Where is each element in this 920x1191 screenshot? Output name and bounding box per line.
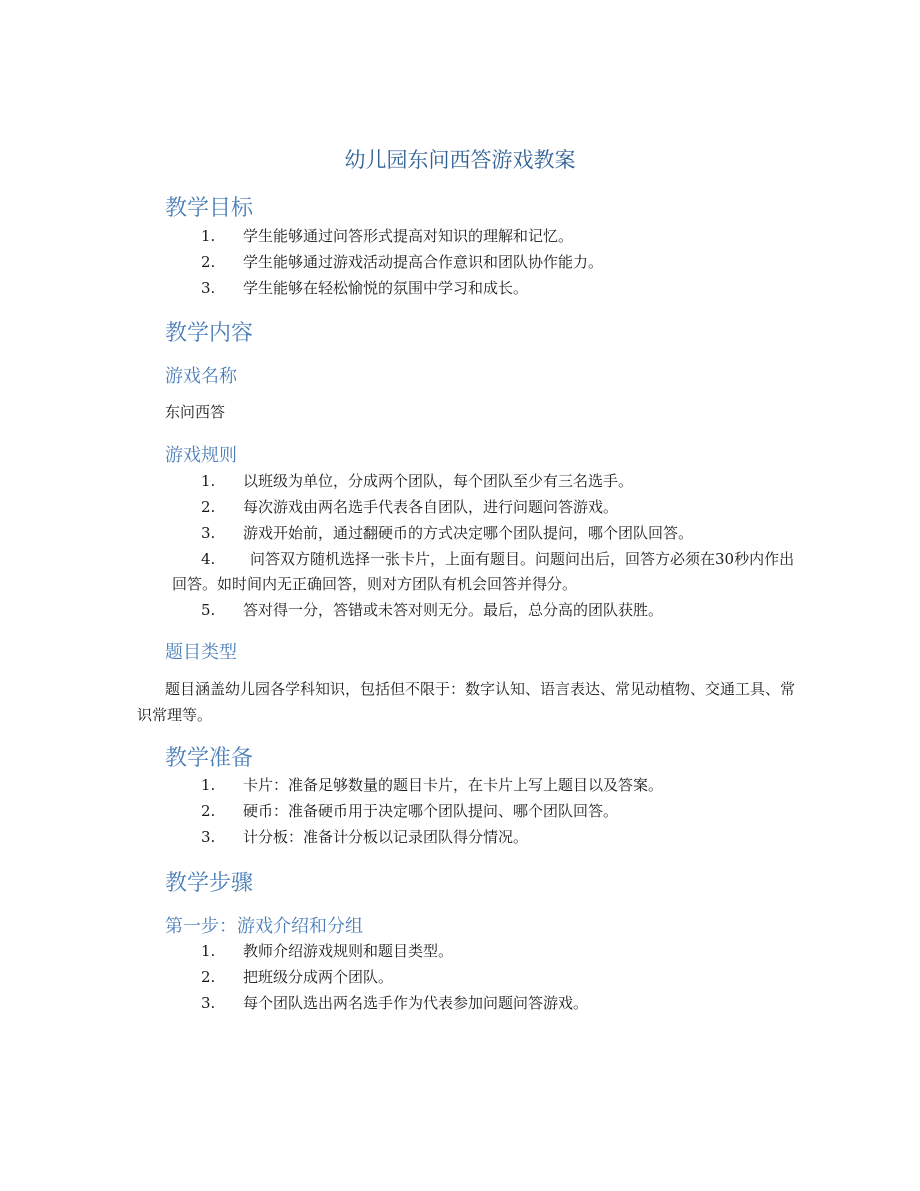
list-text: 以班级为单位，分成两个团队，每个团队至少有三名选手。 (243, 472, 634, 490)
list-text: 卡片：准备足够数量的题目卡片，在卡片上写上题目以及答案。 (243, 776, 664, 794)
list-text: 答对得一分，答错或未答对则无分。最后，总分高的团队获胜。 (243, 601, 664, 619)
list-item (165, 495, 840, 520)
list-item (165, 547, 840, 597)
list-text: 计分板：准备计分板以记录团队得分情况。 (243, 828, 529, 846)
section-heading-steps: 教学步骤 (165, 871, 254, 896)
list-text: 每个团队选出两名选手作为代表参加问题问答游戏。 (243, 994, 589, 1012)
list-number: 5. (201, 601, 216, 619)
subsection-heading-rules: 游戏规则 (165, 445, 237, 466)
subsection-heading-game-name: 游戏名称 (165, 366, 237, 387)
list-item (165, 521, 840, 546)
list-number: 3. (201, 994, 216, 1012)
list-text: 硬币：准备硬币用于决定哪个团队提问、哪个团队回答。 (243, 802, 619, 820)
list-text: 问答双方随机选择一张卡片，上面有题目。问题问出后，回答方必须在30秒内作出回答。如时间内无正确回答，则对方团队有机会回答并得分。 (172, 550, 795, 593)
list-text: 每次游戏由两名选手代表各自团队，进行问题问答游戏。 (243, 498, 619, 516)
list-text: 把班级分成两个团队。 (243, 968, 394, 986)
subsection-heading-step1: 第一步：游戏介绍和分组 (165, 916, 363, 937)
list-number: 1. (201, 942, 216, 960)
list-text: 游戏开始前，通过翻硬币的方式决定哪个团队提问，哪个团队回答。 (243, 524, 694, 542)
list-text: 学生能够通过问答形式提高对知识的理解和记忆。 (243, 227, 574, 245)
list-item (165, 965, 840, 990)
list-item (165, 469, 840, 494)
list-number: 2. (201, 253, 216, 271)
list-item (165, 598, 840, 623)
list-item (165, 276, 840, 301)
list-item (165, 991, 840, 1016)
list-item (165, 773, 840, 798)
section-heading-objectives: 教学目标 (165, 196, 254, 221)
list-number: 3. (201, 828, 216, 846)
list-number: 2. (201, 498, 216, 516)
list-number: 1. (201, 227, 216, 245)
list-number: 2. (201, 968, 216, 986)
game-name-text: 东问西答 (165, 403, 226, 421)
list-number: 3. (201, 279, 216, 297)
subsection-heading-question-types: 题目类型 (165, 642, 237, 663)
list-text: 学生能够通过游戏活动提高合作意识和团队协作能力。 (243, 253, 604, 271)
list-number: 3. (201, 524, 216, 542)
section-heading-content: 教学内容 (165, 321, 254, 346)
list-number: 4. (201, 550, 216, 568)
list-number: 1. (201, 472, 216, 490)
list-text: 学生能够在轻松愉悦的氛围中学习和成长。 (243, 279, 529, 297)
list-item (165, 799, 840, 824)
list-item (165, 939, 840, 964)
list-item (165, 250, 840, 275)
question-types-paragraph: 题目涵盖幼儿园各学科知识，包括但不限于：数字认知、语言表达、常见动植物、交通工具、常识常理等。 (137, 680, 796, 724)
list-number: 2. (201, 802, 216, 820)
document-title: 幼儿园东问西答游戏教案 (344, 148, 576, 172)
list-item (165, 224, 840, 249)
list-item (165, 825, 840, 850)
section-heading-preparation: 教学准备 (165, 746, 254, 771)
list-text: 教师介绍游戏规则和题目类型。 (243, 942, 454, 960)
list-number: 1. (201, 776, 216, 794)
